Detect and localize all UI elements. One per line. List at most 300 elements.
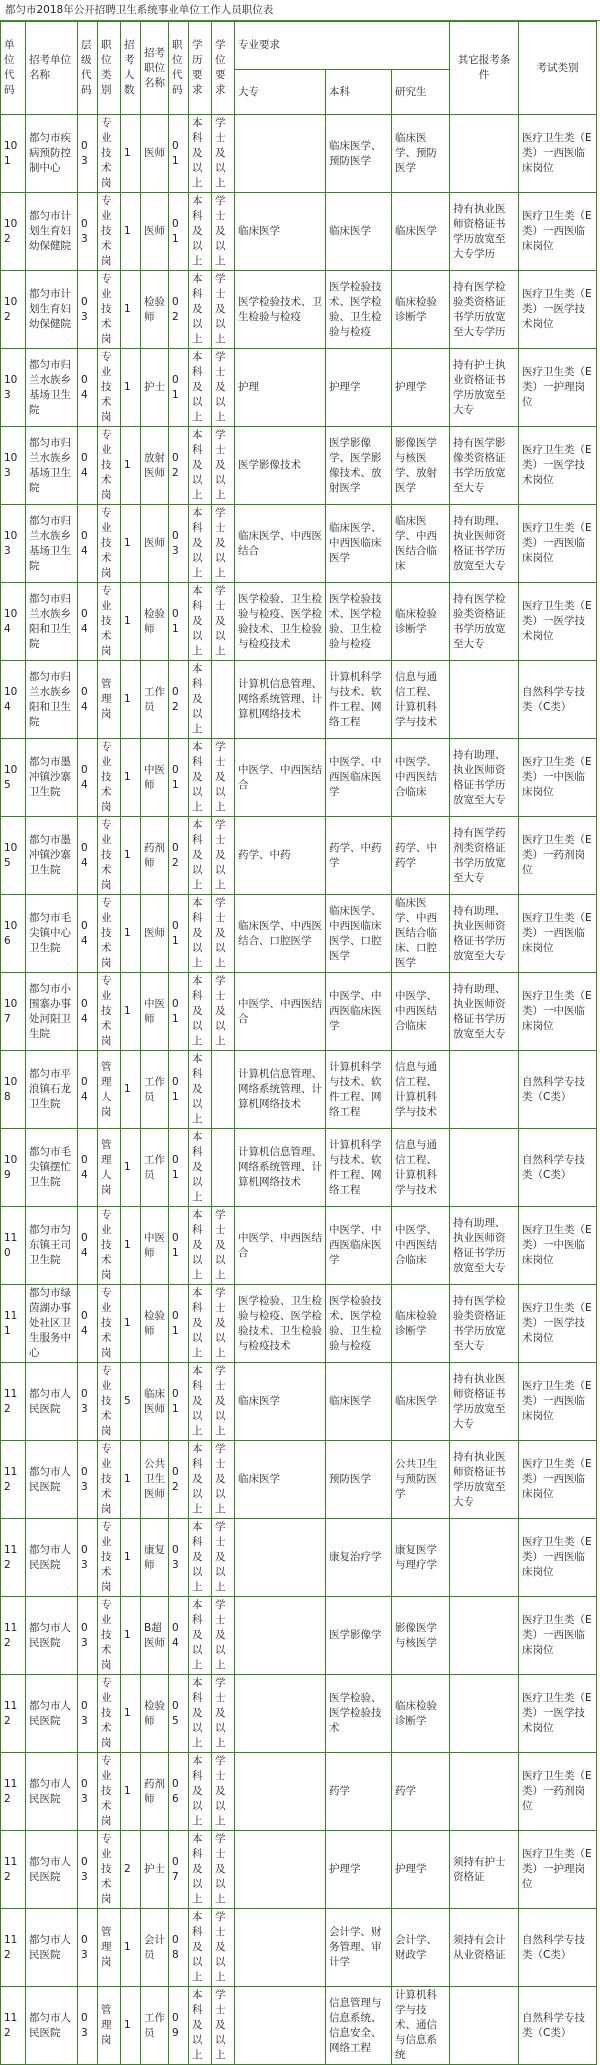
cell-unit-code: 103 [1,349,26,427]
table-row [1,661,597,739]
cell-post-name: 工作员 [141,661,169,739]
cell-major-college [235,1909,326,1987]
cell-degree: 学士及以上 [212,1285,235,1363]
cell-exam-category: 医疗卫生类（E类）一医学技术岗位 [519,583,597,661]
cell-other-conditions [450,1051,519,1129]
table-row [1,973,597,1051]
table-row [1,1987,597,2065]
cell-post-name: 中医师 [141,739,169,817]
cell-post-code: 01 [169,349,189,427]
cell-other-conditions [450,1675,519,1753]
cell-level-code: 03 [78,1363,98,1441]
cell-other-conditions: 须持有会计从业资格证 [450,1909,519,1987]
cell-post-type: 管理人岗 [98,1129,121,1207]
cell-recruit-num: 1 [121,115,141,193]
cell-post-type: 专业技术岗 [98,973,121,1051]
cell-major-college [235,115,326,193]
cell-degree: 学士及以上 [212,1207,235,1285]
cell-major-college [235,1831,326,1909]
cell-exam-category: 医疗卫生类（E类）一西医临床岗位 [519,1441,597,1519]
cell-degree [212,1051,235,1129]
table-row [1,1441,597,1519]
cell-major-college: 医学检验、卫生检验与检疫、医学检验技术、卫生检验与检疫技术 [235,583,326,661]
cell-exam-category: 医疗卫生类（E类）一西医临床岗位 [519,505,597,583]
cell-major-graduate: 中医学、中西医结合临床 [392,739,450,817]
cell-level-code: 04 [78,583,98,661]
table-row [1,1363,597,1441]
cell-unit-code: 112 [1,1987,26,2065]
cell-post-code: 01 [169,583,189,661]
cell-post-code: 08 [169,1909,189,1987]
cell-education: 本科及以上 [189,1363,212,1441]
cell-exam-category: 医疗卫生类（E类）一西医临床岗位 [519,1519,597,1597]
cell-recruit-num: 1 [121,895,141,973]
cell-unit-code: 112 [1,1441,26,1519]
cell-degree: 学士及以上 [212,1675,235,1753]
cell-level-code: 03 [78,1675,98,1753]
cell-post-code: 03 [169,505,189,583]
cell-other-conditions: 持有医学药剂类资格证书学历放宽至大专 [450,817,519,895]
cell-recruit-num: 1 [121,1285,141,1363]
cell-major-college [235,1519,326,1597]
cell-post-code: 01 [169,1129,189,1207]
cell-major-bachelor: 中医学、中西医临床医学 [326,973,392,1051]
cell-post-type: 专业技术岗 [98,349,121,427]
cell-post-type: 专业技术岗 [98,739,121,817]
cell-unit-name: 都匀市人民医院 [26,1675,78,1753]
table-row [1,271,597,349]
cell-major-graduate: 会计学、财政学 [392,1909,450,1987]
cell-degree: 学士及以上 [212,1753,235,1831]
cell-degree: 学士及以上 [212,505,235,583]
cell-degree: 学士及以上 [212,1987,235,2065]
cell-major-graduate: 信息与通信工程、计算机科学与技术 [392,1051,450,1129]
cell-recruit-num: 1 [121,583,141,661]
cell-education: 本科及以上 [189,1675,212,1753]
cell-exam-category: 医疗卫生类（E类）一医学技术岗位 [519,1285,597,1363]
cell-post-code: 07 [169,1831,189,1909]
cell-recruit-num: 1 [121,1441,141,1519]
cell-unit-name: 都匀市墨冲镇沙寨卫生院 [26,817,78,895]
table-row [1,505,597,583]
cell-recruit-num: 1 [121,817,141,895]
cell-level-code: 03 [78,1987,98,2065]
cell-recruit-num: 1 [121,1675,141,1753]
cell-level-code: 03 [78,115,98,193]
cell-post-type: 管理岗 [98,661,121,739]
table-row [1,1753,597,1831]
cell-level-code: 03 [78,1597,98,1675]
cell-recruit-num: 1 [121,349,141,427]
cell-post-type: 专业技术岗 [98,1753,121,1831]
cell-major-graduate: 中医学、中西医结合临床 [392,1207,450,1285]
cell-major-bachelor: 医学检验技术、医学检验、卫生检验与检疫 [326,1285,392,1363]
cell-recruit-num: 1 [121,193,141,271]
cell-major-graduate: 临床医学、中西医结合临床 [392,505,450,583]
cell-post-code: 02 [169,1441,189,1519]
header-major: 专业要求 [235,22,450,70]
cell-degree: 学士及以上 [212,427,235,505]
cell-unit-code: 105 [1,739,26,817]
table-row [1,427,597,505]
table-row [1,349,597,427]
cell-post-name: 放射医师 [141,427,169,505]
cell-major-college: 临床医学、中西医结合 [235,505,326,583]
cell-major-graduate: 影像医学与核医学、放射医学 [392,427,450,505]
cell-recruit-num: 1 [121,1597,141,1675]
table-row [1,1909,597,1987]
cell-degree: 学士及以上 [212,1909,235,1987]
cell-degree [212,661,235,739]
cell-unit-name: 都匀市绿茵湖办事处社区卫生服务中心 [26,1285,78,1363]
cell-post-code: 06 [169,1753,189,1831]
cell-other-conditions [450,1519,519,1597]
cell-unit-code: 104 [1,583,26,661]
cell-unit-code: 110 [1,1207,26,1285]
cell-major-bachelor: 护理学 [326,1831,392,1909]
cell-unit-name: 都匀市人民医院 [26,1831,78,1909]
cell-major-bachelor: 医学检验技术、医学检验、卫生检验与检疫 [326,583,392,661]
cell-degree: 学士及以上 [212,1363,235,1441]
table-row [1,193,597,271]
cell-major-bachelor: 计算机科学与技术、软件工程、网络工程 [326,661,392,739]
cell-degree: 学士及以上 [212,1519,235,1597]
cell-level-code: 03 [78,1831,98,1909]
cell-other-conditions [450,1129,519,1207]
cell-recruit-num: 1 [121,739,141,817]
table-row [1,1519,597,1597]
cell-major-graduate: 影像医学与核医学 [392,1597,450,1675]
cell-education: 本科及以上 [189,1753,212,1831]
cell-major-bachelor: 医学影像学、医学影像技术、放射医学 [326,427,392,505]
cell-major-college: 护理 [235,349,326,427]
cell-unit-code: 112 [1,1753,26,1831]
cell-major-graduate: 药学 [392,1753,450,1831]
table-row [1,1597,597,1675]
cell-recruit-num: 1 [121,1987,141,2065]
cell-major-graduate: 信息与通信工程、计算机科学与技术 [392,1129,450,1207]
cell-major-college: 医学检验技术、卫生检验与检疫 [235,271,326,349]
cell-unit-code: 112 [1,1519,26,1597]
cell-education: 本科及以上 [189,895,212,973]
cell-other-conditions [450,1753,519,1831]
cell-level-code: 03 [78,1909,98,1987]
cell-post-name: 医师 [141,895,169,973]
cell-level-code: 03 [78,1519,98,1597]
cell-education: 本科及以上 [189,505,212,583]
cell-post-code: 01 [169,193,189,271]
cell-post-code: 04 [169,1597,189,1675]
cell-recruit-num: 1 [121,1519,141,1597]
cell-education: 本科及以上 [189,1129,212,1207]
cell-exam-category: 医疗卫生类（E类）一西医临床岗位 [519,115,597,193]
cell-post-type: 管理岗 [98,1909,121,1987]
cell-other-conditions: 持有助理、执业医师资格证书学历放宽至大专 [450,973,519,1051]
cell-degree: 学士及以上 [212,349,235,427]
header-education: 学历要求 [189,22,212,115]
header-level-code: 层级代码 [78,22,98,115]
cell-post-code: 05 [169,1675,189,1753]
cell-exam-category: 医疗卫生类（E类）一中医临床岗位 [519,1207,597,1285]
cell-post-code: 02 [169,661,189,739]
cell-degree: 学士及以上 [212,1441,235,1519]
cell-unit-name: 都匀市人民医院 [26,1519,78,1597]
cell-post-code: 01 [169,973,189,1051]
cell-unit-code: 108 [1,1051,26,1129]
cell-other-conditions [450,1597,519,1675]
cell-unit-code: 107 [1,973,26,1051]
cell-post-code: 01 [169,1285,189,1363]
cell-education: 本科及以上 [189,1909,212,1987]
header-unit-code: 单位代码 [1,22,26,115]
cell-major-graduate: 计算机科学与技术、通信与信息系统 [392,1987,450,2065]
cell-post-name: 医师 [141,115,169,193]
cell-education: 本科及以上 [189,115,212,193]
cell-exam-category: 医疗卫生类（E类）一药剂岗位 [519,817,597,895]
cell-post-name: 临床医师 [141,1363,169,1441]
cell-post-type: 专业技术岗 [98,1675,121,1753]
cell-other-conditions: 持有助理、执业医师资格证书学历放宽至大专 [450,895,519,973]
cell-exam-category: 医疗卫生类（E类）一西医临床岗位 [519,895,597,973]
cell-post-code: 01 [169,115,189,193]
cell-exam-category: 自然科学专技类（C类） [519,661,597,739]
cell-post-name: 康复师 [141,1519,169,1597]
cell-education: 本科及以上 [189,1597,212,1675]
cell-unit-name: 都匀市小围寨办事处河阳卫生院 [26,973,78,1051]
cell-unit-name: 都匀市归兰水族乡基场卫生院 [26,505,78,583]
cell-level-code: 04 [78,661,98,739]
cell-major-graduate: 临床医学、中西医结合临床、口腔医学 [392,895,450,973]
cell-exam-category: 自然科学专技类（C类） [519,1129,597,1207]
cell-post-type: 专业技术岗 [98,1207,121,1285]
cell-major-graduate: 临床医学 [392,193,450,271]
cell-level-code: 04 [78,1129,98,1207]
cell-level-code: 04 [78,739,98,817]
cell-major-bachelor: 临床医学 [326,1363,392,1441]
cell-major-bachelor: 计算机科学与技术、软件工程、网络工程 [326,1129,392,1207]
cell-major-college: 临床医学 [235,193,326,271]
cell-major-graduate: 护理学 [392,1831,450,1909]
cell-other-conditions: 持有医学影像类资格证书学历放宽至大专 [450,427,519,505]
cell-unit-name: 都匀市墨冲镇沙寨卫生院 [26,739,78,817]
cell-post-type: 专业技术岗 [98,115,121,193]
cell-major-bachelor: 药学 [326,1753,392,1831]
cell-post-name: 药剂师 [141,1753,169,1831]
cell-major-bachelor: 医学检验、医学检验技术 [326,1675,392,1753]
cell-post-type: 管理岗 [98,1987,121,2065]
cell-level-code: 04 [78,973,98,1051]
cell-unit-code: 104 [1,661,26,739]
cell-major-college: 中医学、中西医结合 [235,739,326,817]
cell-other-conditions: 持有执业医师资格证书学历放宽至大专学历 [450,193,519,271]
cell-major-graduate: 信息与通信工程、计算机科学与技术 [392,661,450,739]
cell-major-college: 计算机信息管理、网络系统管理、计算机网络技术 [235,661,326,739]
cell-unit-name: 都匀市归兰水族乡基场卫生院 [26,349,78,427]
cell-unit-code: 112 [1,1363,26,1441]
cell-post-name: 公共卫生医师 [141,1441,169,1519]
cell-education: 本科及以上 [189,1831,212,1909]
cell-other-conditions [450,1987,519,2065]
cell-education: 本科及以上 [189,1285,212,1363]
cell-exam-category: 医疗卫生类（E类）一西医临床岗位 [519,193,597,271]
cell-unit-name: 都匀市人民医院 [26,1987,78,2065]
cell-unit-name: 都匀市人民医院 [26,1753,78,1831]
cell-post-name: B超医师 [141,1597,169,1675]
cell-other-conditions [450,661,519,739]
cell-major-bachelor: 中医学、中西医临床医学 [326,1207,392,1285]
cell-education: 本科及以上 [189,1207,212,1285]
cell-recruit-num: 1 [121,1207,141,1285]
cell-major-college: 医学检验、卫生检验与检疫、医学检验技术、卫生检验与检疫技术 [235,1285,326,1363]
cell-post-code: 02 [169,427,189,505]
cell-other-conditions: 持有助理、执业医师资格证书学历放宽至大专 [450,1207,519,1285]
cell-unit-code: 109 [1,1129,26,1207]
cell-education: 本科及以上 [189,1519,212,1597]
header-other: 其它报考条件 [450,22,519,115]
cell-other-conditions: 持有助理、执业医师资格证书学历放宽至大专 [450,505,519,583]
cell-exam-category: 医疗卫生类（E类）一中医临床岗位 [519,973,597,1051]
cell-post-name: 会计员 [141,1909,169,1987]
cell-post-type: 专业技术岗 [98,505,121,583]
header-exam: 考试类别 [519,22,597,115]
position-table [0,21,597,2065]
cell-exam-category: 医疗卫生类（E类）一护理岗位 [519,349,597,427]
cell-education: 本科及以上 [189,1051,212,1129]
header-post-code: 职位代码 [169,22,189,115]
cell-major-bachelor: 计算机科学与技术、软件工程、网络工程 [326,1051,392,1129]
table-row [1,1675,597,1753]
cell-post-name: 检验师 [141,271,169,349]
cell-level-code: 03 [78,1753,98,1831]
cell-unit-name: 都匀市人民医院 [26,1597,78,1675]
cell-level-code: 04 [78,817,98,895]
header-post-name: 招考职位名称 [141,22,169,115]
cell-post-type: 专业技术岗 [98,1519,121,1597]
cell-major-college [235,1753,326,1831]
cell-level-code: 03 [78,271,98,349]
cell-major-graduate: 临床检验诊断学 [392,1675,450,1753]
cell-post-code: 03 [169,1519,189,1597]
table-body [1,115,597,2065]
cell-degree: 学士及以上 [212,895,235,973]
cell-exam-category: 医疗卫生类（E类）一中医临床岗位 [519,739,597,817]
cell-major-bachelor: 信息管理与信息系统、信息安全、网络工程 [326,1987,392,2065]
cell-major-bachelor: 预防医学 [326,1441,392,1519]
cell-major-college: 药学、中药 [235,817,326,895]
cell-post-type: 专业技术岗 [98,1597,121,1675]
table-row [1,817,597,895]
cell-post-code: 01 [169,739,189,817]
cell-degree: 学士及以上 [212,115,235,193]
table-row [1,1129,597,1207]
cell-unit-name: 都匀市计划生育妇幼保健院 [26,271,78,349]
cell-exam-category: 医疗卫生类（E类）一医学技术岗位 [519,427,597,505]
cell-recruit-num: 2 [121,1831,141,1909]
cell-recruit-num: 1 [121,661,141,739]
cell-unit-code: 111 [1,1285,26,1363]
cell-degree: 学士及以上 [212,193,235,271]
cell-major-bachelor: 护理学 [326,349,392,427]
cell-major-bachelor: 康复治疗学 [326,1519,392,1597]
cell-exam-category: 医疗卫生类（E类）一护理岗位 [519,1831,597,1909]
cell-degree: 学士及以上 [212,1831,235,1909]
cell-unit-name: 都匀市计划生育妇幼保健院 [26,193,78,271]
cell-level-code: 03 [78,1441,98,1519]
cell-post-type: 专业技术岗 [98,1831,121,1909]
cell-post-type: 专业技术岗 [98,271,121,349]
table-row [1,1831,597,1909]
header-unit-name: 招考单位名称 [26,22,78,115]
cell-exam-category: 医疗卫生类（E类）一西医临床岗位 [519,1363,597,1441]
cell-level-code: 04 [78,427,98,505]
cell-major-bachelor: 临床医学、预防医学 [326,115,392,193]
cell-major-college: 临床医学 [235,1441,326,1519]
cell-post-name: 药剂师 [141,817,169,895]
cell-recruit-num: 1 [121,1909,141,1987]
header-graduate: 研究生 [392,70,450,115]
table-row [1,1051,597,1129]
cell-unit-code: 106 [1,895,26,973]
cell-unit-code: 101 [1,115,26,193]
cell-unit-code: 112 [1,1597,26,1675]
cell-major-graduate: 临床检验诊断学 [392,583,450,661]
cell-recruit-num: 1 [121,973,141,1051]
cell-other-conditions [450,115,519,193]
header-recruit-num: 招考人数 [121,22,141,115]
cell-post-name: 医师 [141,193,169,271]
cell-major-graduate: 临床医学 [392,1363,450,1441]
cell-major-bachelor: 中医学、中西医临床医学 [326,739,392,817]
cell-major-bachelor: 会计学、财务管理、审计学 [326,1909,392,1987]
cell-major-graduate: 公共卫生与预防医学 [392,1441,450,1519]
header-post-type: 职位类别 [98,22,121,115]
cell-education: 本科及以上 [189,427,212,505]
header-degree: 学位要求 [212,22,235,115]
cell-major-graduate: 药学、中药学 [392,817,450,895]
cell-level-code: 03 [78,193,98,271]
cell-education: 本科及以上 [189,661,212,739]
cell-level-code: 04 [78,1051,98,1129]
cell-post-name: 检验师 [141,583,169,661]
cell-post-type: 专业技术岗 [98,427,121,505]
cell-degree: 学士及以上 [212,583,235,661]
cell-major-graduate: 临床检验诊断学 [392,1285,450,1363]
cell-degree: 学士及以上 [212,817,235,895]
cell-major-college: 中医学、中西医结合 [235,1207,326,1285]
cell-other-conditions: 须持有护士资格证 [450,1831,519,1909]
cell-other-conditions: 持有执业医师资格证书学历放宽至大专 [450,1441,519,1519]
cell-major-college: 计算机信息管理、网络系统管理、计算机网络技术 [235,1051,326,1129]
table-row [1,1207,597,1285]
cell-recruit-num: 1 [121,505,141,583]
cell-major-bachelor: 医学影像学 [326,1597,392,1675]
cell-major-college [235,1597,326,1675]
cell-degree [212,1129,235,1207]
cell-unit-name: 都匀市平浪镇石龙卫生院 [26,1051,78,1129]
cell-major-college: 中医学、中西医结合 [235,973,326,1051]
cell-post-name: 护士 [141,349,169,427]
cell-post-code: 02 [169,271,189,349]
cell-degree: 学士及以上 [212,973,235,1051]
cell-other-conditions: 持有护士执业资格证书学历放宽至大专 [450,349,519,427]
cell-unit-code: 105 [1,817,26,895]
cell-education: 本科及以上 [189,1441,212,1519]
cell-exam-category: 自然科学专技类（C类） [519,1051,597,1129]
cell-unit-code: 102 [1,271,26,349]
cell-post-name: 检验师 [141,1285,169,1363]
cell-exam-category: 自然科学专技类（C类） [519,1909,597,1987]
cell-post-name: 中医师 [141,1207,169,1285]
